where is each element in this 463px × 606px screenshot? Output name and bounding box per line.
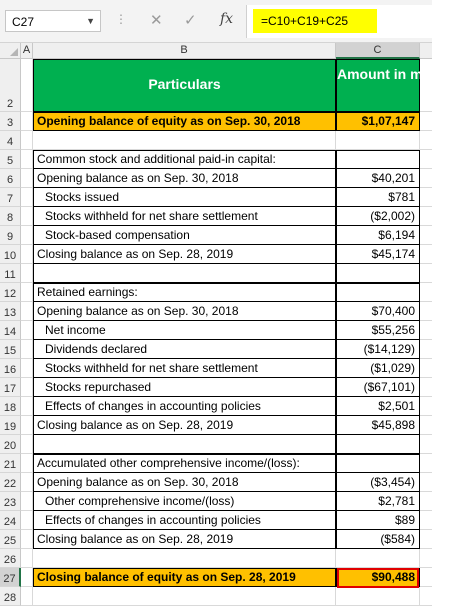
row-header-21[interactable] bbox=[0, 454, 21, 473]
row-label: Other comprehensive income/(loss) bbox=[45, 494, 235, 508]
cell-c18[interactable] bbox=[336, 397, 420, 416]
row-header-4[interactable] bbox=[0, 131, 21, 150]
row-label: Opening balance as on Sep. 30, 2018 bbox=[37, 304, 239, 318]
row-label: Stocks withheld for net share settlement bbox=[45, 209, 258, 223]
cell-a22[interactable] bbox=[21, 473, 33, 492]
cell-b15[interactable] bbox=[33, 340, 336, 359]
cell-b10[interactable] bbox=[33, 245, 336, 264]
row-header-27[interactable] bbox=[0, 568, 21, 587]
cell-a25[interactable] bbox=[21, 530, 33, 549]
row-label: Opening balance of equity as on Sep. 30, 2018 bbox=[37, 114, 301, 128]
cell-b22[interactable] bbox=[33, 473, 336, 492]
cell-a12[interactable] bbox=[21, 283, 33, 302]
row-number: 11 bbox=[4, 269, 16, 281]
row-header-16[interactable] bbox=[0, 359, 21, 378]
row-label: Opening balance as on Sep. 30, 2018 bbox=[37, 171, 239, 185]
cell-d20[interactable] bbox=[420, 435, 432, 454]
cell-d25[interactable] bbox=[420, 530, 432, 549]
row-number: 10 bbox=[3, 250, 17, 262]
cell-d8[interactable] bbox=[420, 207, 432, 226]
cell-a26[interactable] bbox=[21, 549, 33, 568]
row-header-13[interactable] bbox=[0, 302, 21, 321]
name-box[interactable] bbox=[5, 10, 101, 32]
cell-c7[interactable] bbox=[336, 188, 420, 207]
cell-b12[interactable] bbox=[33, 283, 336, 302]
row-label: Net income bbox=[45, 323, 106, 337]
row-value: $45,174 bbox=[371, 247, 415, 261]
row-number: 3 bbox=[6, 117, 14, 129]
cell-a27[interactable] bbox=[21, 568, 33, 587]
cell-a7[interactable] bbox=[21, 188, 33, 207]
cell-b21[interactable] bbox=[33, 454, 336, 473]
cell-c22[interactable] bbox=[336, 473, 420, 492]
row-header-26[interactable] bbox=[0, 549, 21, 568]
row-header-14[interactable] bbox=[0, 321, 21, 340]
row-number: 20 bbox=[3, 440, 17, 452]
cell-c17[interactable] bbox=[336, 378, 420, 397]
cell-c10[interactable] bbox=[336, 245, 420, 264]
row-value: $2,501 bbox=[378, 399, 415, 413]
row-number: 12 bbox=[3, 288, 17, 300]
row-label: Accumulated other comprehensive income/(loss): bbox=[37, 456, 300, 470]
cell-a28[interactable] bbox=[21, 587, 33, 606]
cell-c25[interactable] bbox=[336, 530, 420, 549]
cell-c11[interactable] bbox=[336, 264, 420, 283]
row-number: 24 bbox=[3, 516, 17, 528]
row-label: Stocks withheld for net share settlement bbox=[45, 361, 258, 375]
cell-a16[interactable] bbox=[21, 359, 33, 378]
row-value: ($1,029) bbox=[370, 361, 415, 375]
cell-d4[interactable] bbox=[420, 131, 432, 150]
row-value: $55,256 bbox=[371, 323, 415, 337]
row-header-19[interactable] bbox=[0, 416, 21, 435]
row-number: 19 bbox=[3, 421, 17, 433]
formula-text: =C10+C19+C25 bbox=[261, 14, 349, 28]
cell-c15[interactable] bbox=[336, 340, 420, 359]
formula-highlight bbox=[253, 9, 377, 33]
chevron-down-icon[interactable]: ▼ bbox=[86, 16, 95, 26]
cell-d22[interactable] bbox=[420, 473, 432, 492]
row-number: 18 bbox=[3, 402, 17, 414]
row-header-15[interactable] bbox=[0, 340, 21, 359]
row-number: 15 bbox=[3, 345, 17, 357]
row-number: 5 bbox=[6, 155, 14, 167]
row-label: Dividends declared bbox=[45, 342, 148, 356]
row-value: $90,488 bbox=[371, 570, 415, 584]
cell-c26[interactable] bbox=[336, 549, 420, 568]
row-number: 14 bbox=[3, 326, 17, 338]
cell-b5[interactable] bbox=[33, 150, 336, 169]
cell-a17[interactable] bbox=[21, 378, 33, 397]
cell-d18[interactable] bbox=[420, 397, 432, 416]
row-value: ($3,454) bbox=[370, 475, 415, 489]
row-number: 9 bbox=[6, 231, 14, 243]
formula-bar bbox=[0, 0, 432, 43]
row-header-20[interactable] bbox=[0, 435, 21, 454]
cell-a10[interactable] bbox=[21, 245, 33, 264]
row-value: $70,400 bbox=[371, 304, 415, 318]
row-header-23[interactable] bbox=[0, 492, 21, 511]
cell-d12[interactable] bbox=[420, 283, 432, 302]
cell-a5[interactable] bbox=[21, 150, 33, 169]
cell-a2[interactable] bbox=[21, 59, 33, 112]
row-value: $40,201 bbox=[371, 171, 415, 185]
cancel-icon[interactable]: ✕ bbox=[150, 12, 163, 29]
cell-b25[interactable] bbox=[33, 530, 336, 549]
cell-c21[interactable] bbox=[336, 454, 420, 473]
cell-d17[interactable] bbox=[420, 378, 432, 397]
cell-c2[interactable] bbox=[336, 59, 463, 112]
cell-d27[interactable] bbox=[420, 568, 432, 587]
row-label: Stocks repurchased bbox=[45, 380, 152, 394]
row-number: 8 bbox=[6, 212, 14, 224]
row-label: Closing balance as on Sep. 28, 2019 bbox=[37, 532, 234, 546]
cell-c16[interactable] bbox=[336, 359, 420, 378]
row-number: 23 bbox=[3, 497, 17, 509]
cell-b23[interactable] bbox=[33, 492, 336, 511]
cell-d6[interactable] bbox=[420, 169, 432, 188]
cell-c4[interactable] bbox=[336, 131, 420, 150]
cell-b28[interactable] bbox=[33, 587, 336, 606]
row-value: ($67,101) bbox=[363, 380, 415, 394]
row-number: 17 bbox=[3, 383, 17, 395]
row-value: $781 bbox=[388, 190, 415, 204]
row-header-2[interactable] bbox=[0, 59, 21, 112]
row-header-24[interactable] bbox=[0, 511, 21, 530]
check-icon[interactable]: ✓ bbox=[184, 12, 197, 29]
row-label: Stock-based compensation bbox=[45, 228, 190, 242]
cell-a15[interactable] bbox=[21, 340, 33, 359]
cell-b17[interactable] bbox=[33, 378, 336, 397]
cell-b6[interactable] bbox=[33, 169, 336, 188]
cell-b27[interactable] bbox=[33, 568, 336, 587]
row-header-5[interactable] bbox=[0, 150, 21, 169]
cell-a23[interactable] bbox=[21, 492, 33, 511]
cell-c24[interactable] bbox=[336, 511, 420, 530]
row-number: 16 bbox=[3, 364, 17, 376]
row-label: Effects of changes in accounting policies bbox=[45, 513, 261, 527]
cell-c13[interactable] bbox=[336, 302, 420, 321]
header-amount: Amount in millions bbox=[337, 66, 463, 82]
cell-d16[interactable] bbox=[420, 359, 432, 378]
select-all-corner[interactable] bbox=[0, 43, 21, 59]
cell-b3[interactable] bbox=[33, 112, 336, 131]
row-value: ($2,002) bbox=[370, 209, 415, 223]
cell-b7[interactable] bbox=[33, 188, 336, 207]
row-header-11[interactable] bbox=[0, 264, 21, 283]
cell-c5[interactable] bbox=[336, 150, 420, 169]
row-label: Retained earnings: bbox=[37, 285, 138, 299]
cell-d2[interactable] bbox=[420, 59, 432, 112]
row-number: 26 bbox=[3, 554, 17, 566]
cell-b24[interactable] bbox=[33, 511, 336, 530]
row-label: Opening balance as on Sep. 30, 2018 bbox=[37, 475, 239, 489]
row-value: $1,07,147 bbox=[361, 114, 415, 128]
formula-input[interactable] bbox=[246, 5, 433, 38]
cell-b20[interactable] bbox=[33, 435, 336, 454]
cell-a24[interactable] bbox=[21, 511, 33, 530]
cell-b19[interactable] bbox=[33, 416, 336, 435]
insert-function-icon[interactable]: fx bbox=[220, 11, 234, 27]
cell-a4[interactable] bbox=[21, 131, 33, 150]
cell-d19[interactable] bbox=[420, 416, 432, 435]
cell-a19[interactable] bbox=[21, 416, 33, 435]
row-header-6[interactable] bbox=[0, 169, 21, 188]
header-particulars: Particulars bbox=[148, 76, 221, 92]
cell-c3[interactable] bbox=[336, 112, 420, 131]
cell-d13[interactable] bbox=[420, 302, 432, 321]
cell-b16[interactable] bbox=[33, 359, 336, 378]
cell-d11[interactable] bbox=[420, 264, 432, 283]
cell-a18[interactable] bbox=[21, 397, 33, 416]
column-header-d[interactable] bbox=[420, 43, 432, 59]
row-number: 4 bbox=[6, 136, 14, 148]
cell-d3[interactable] bbox=[420, 112, 432, 131]
column-header-a[interactable]: A bbox=[21, 43, 33, 59]
cell-c6[interactable] bbox=[336, 169, 420, 188]
row-number: 22 bbox=[3, 478, 17, 490]
row-label: Closing balance as on Sep. 28, 2019 bbox=[37, 418, 234, 432]
cell-b11[interactable] bbox=[33, 264, 336, 283]
row-value: ($14,129) bbox=[363, 342, 415, 356]
cell-b4[interactable] bbox=[33, 131, 336, 150]
row-number: 13 bbox=[3, 307, 17, 319]
cell-c20[interactable] bbox=[336, 435, 420, 454]
name-box-value: C27 bbox=[12, 15, 35, 29]
row-header-25[interactable] bbox=[0, 530, 21, 549]
cell-c28[interactable] bbox=[336, 587, 420, 606]
cell-c19[interactable] bbox=[336, 416, 420, 435]
cell-a8[interactable] bbox=[21, 207, 33, 226]
row-value: $45,898 bbox=[371, 418, 415, 432]
cell-b18[interactable] bbox=[33, 397, 336, 416]
cell-a20[interactable] bbox=[21, 435, 33, 454]
row-value: $2,781 bbox=[378, 494, 415, 508]
row-label: Effects of changes in accounting policies bbox=[45, 399, 261, 413]
row-header-7[interactable] bbox=[0, 188, 21, 207]
more-icon: ⋮ bbox=[115, 12, 126, 26]
row-header-3[interactable] bbox=[0, 112, 21, 131]
cell-d5[interactable] bbox=[420, 150, 432, 169]
row-number: 25 bbox=[3, 535, 17, 547]
cell-d14[interactable] bbox=[420, 321, 432, 340]
row-value: ($584) bbox=[380, 532, 415, 546]
cell-b8[interactable] bbox=[33, 207, 336, 226]
row-label: Stocks issued bbox=[45, 190, 120, 204]
row-number: 28 bbox=[3, 592, 17, 604]
row-label: Closing balance as on Sep. 28, 2019 bbox=[37, 247, 234, 261]
cell-d26[interactable] bbox=[420, 549, 432, 568]
row-header-17[interactable] bbox=[0, 378, 21, 397]
row-header-10[interactable] bbox=[0, 245, 21, 264]
cell-d28[interactable] bbox=[420, 587, 432, 606]
cell-c23[interactable] bbox=[336, 492, 420, 511]
cell-d10[interactable] bbox=[420, 245, 432, 264]
column-header-b[interactable]: B bbox=[33, 43, 336, 59]
cell-d23[interactable] bbox=[420, 492, 432, 511]
row-label: Common stock and additional paid-in capital: bbox=[37, 152, 276, 166]
row-number: 21 bbox=[3, 459, 17, 471]
column-header-c[interactable]: C bbox=[336, 43, 420, 59]
row-header-12[interactable] bbox=[0, 283, 21, 302]
cell-d9[interactable] bbox=[420, 226, 432, 245]
cell-b26[interactable] bbox=[33, 549, 336, 568]
cell-a21[interactable] bbox=[21, 454, 33, 473]
cell-a6[interactable] bbox=[21, 169, 33, 188]
cell-b13[interactable] bbox=[33, 302, 336, 321]
row-number: 6 bbox=[6, 174, 14, 186]
row-value: $89 bbox=[394, 513, 415, 527]
row-number: 7 bbox=[6, 193, 14, 205]
cell-b2[interactable] bbox=[33, 59, 336, 112]
cell-a13[interactable] bbox=[21, 302, 33, 321]
row-header-9[interactable] bbox=[0, 226, 21, 245]
row-value: $6,194 bbox=[378, 228, 415, 242]
cell-d24[interactable] bbox=[420, 511, 432, 530]
row-number: 27 bbox=[3, 573, 16, 585]
row-header-18[interactable] bbox=[0, 397, 21, 416]
cell-c14[interactable] bbox=[336, 321, 420, 340]
row-label: Closing balance of equity as on Sep. 28, 2019 bbox=[37, 570, 296, 584]
cell-c12[interactable] bbox=[336, 283, 420, 302]
cell-d7[interactable] bbox=[420, 188, 432, 207]
row-header-28[interactable] bbox=[0, 587, 21, 606]
row-header-22[interactable] bbox=[0, 473, 21, 492]
cell-c8[interactable] bbox=[336, 207, 420, 226]
cell-b9[interactable] bbox=[33, 226, 336, 245]
cell-c27[interactable] bbox=[336, 568, 420, 587]
cell-a9[interactable] bbox=[21, 226, 33, 245]
cell-d21[interactable] bbox=[420, 454, 432, 473]
cell-a14[interactable] bbox=[21, 321, 33, 340]
cell-a11[interactable] bbox=[21, 264, 33, 283]
cell-c9[interactable] bbox=[336, 226, 420, 245]
cell-d15[interactable] bbox=[420, 340, 432, 359]
cell-b14[interactable] bbox=[33, 321, 336, 340]
row-number: 2 bbox=[6, 98, 14, 110]
row-header-8[interactable] bbox=[0, 207, 21, 226]
cell-a3[interactable] bbox=[21, 112, 33, 131]
